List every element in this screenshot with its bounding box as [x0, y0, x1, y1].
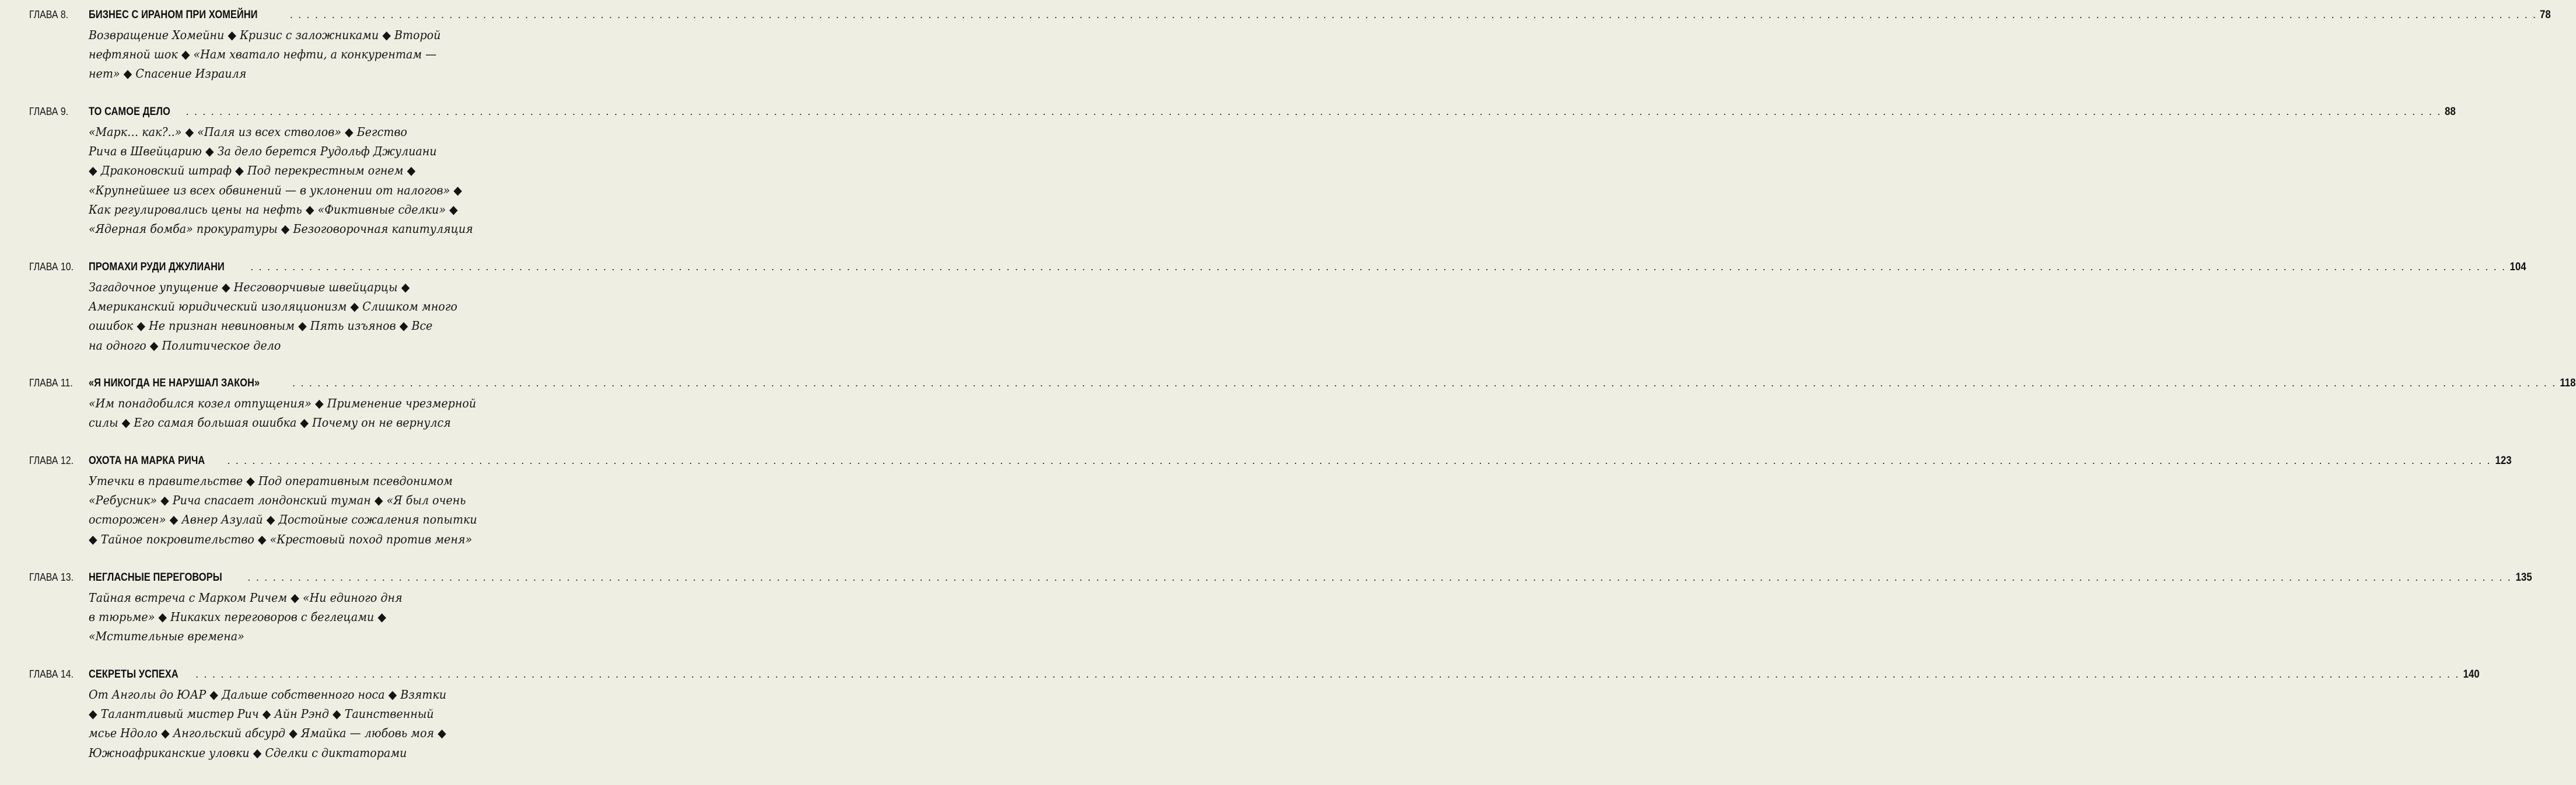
page-number: 78 — [2540, 8, 2552, 21]
dot-leader: . . . . . . . . . . . . . . . . . . . . . . . . . . . . . . . . . . . . . . . . . . . . . . . . . . . . . . . . . . . . . . . . . . . . . . . . . . . . . . . . . . . . . . . . . . . . . . . . . . . . . . . . . . . . . . . . . . . . . . . . . . . . . . . . . . . . . . . . . . . . . . . . . . . . . . . . . . . . . . . . . . . . . . . . . . . . . . . . . . . . . . . . . . . . . . . . . . . . . . . . . . . . . . . . . . . . . . . . . . . . . . . . . . . . . . . . . . . . . . . . . . . . . . . . . . . . . . . . . . . . . . . . . . . . . . — [292, 377, 2557, 389]
chapter-summary — [89, 685, 491, 763]
page-number: 88 — [2444, 105, 2456, 118]
page-number: 104 — [2510, 260, 2526, 273]
chapter-summary — [89, 588, 491, 647]
chapter-number: ГЛАВА 8. — [29, 8, 69, 20]
summary-line: «Марк… как?..» ◆ «Паля из всех стволов» ◆ Бегство — [89, 125, 408, 139]
chapter-12 — [29, 454, 2512, 549]
summary-line: нет» ◆ Спасение Израиля — [89, 67, 247, 81]
chapter-number: ГЛАВА 12. — [29, 454, 74, 466]
chapter-header — [29, 376, 2576, 394]
summary-line: «Им понадобился козел отпущения» ◆ Применение чрезмерной — [89, 396, 477, 410]
dot-leader: . . . . . . . . . . . . . . . . . . . . . . . . . . . . . . . . . . . . . . . . . . . . . . . . . . . . . . . . . . . . . . . . . . . . . . . . . . . . . . . . . . . . . . . . . . . . . . . . . . . . . . . . . . . . . . . . . . . . . . . . . . . . . . . . . . . . . . . . . . . . . . . . . . . . . . . . . . . . . . . . . . . . . . . . . . . . . . . . . . . . . . . . . . . . . . . . . . . . . . . . . . . . . . . . . . . . . . . . . . . . . . . . . . . . . . . . . . . . . . . . . . . . . . . . . . . . . . . . . . . . . . . . . . . . . . — [227, 455, 2491, 466]
chapter-number: ГЛАВА 11. — [29, 376, 73, 389]
summary-line: Южноафриканские уловки ◆ Сделки с диктаторами — [89, 745, 407, 760]
chapter-10 — [29, 260, 2526, 355]
summary-line: Утечки в правительстве ◆ Под оперативным псевдонимом — [89, 474, 453, 488]
summary-line: ◆ Тайное покровительство ◆ «Крестовый поход против меня» — [89, 532, 473, 546]
dot-leader: . . . . . . . . . . . . . . . . . . . . . . . . . . . . . . . . . . . . . . . . . . . . . . . . . . . . . . . . . . . . . . . . . . . . . . . . . . . . . . . . . . . . . . . . . . . . . . . . . . . . . . . . . . . . . . . . . . . . . . . . . . . . . . . . . . . . . . . . . . . . . . . . . . . . . . . . . . . . . . . . . . . . . . . . . . . . . . . . . . . . . . . . . . . . . . . . . . . . . . . . . . . . . . . . . . . . . . . . . . . . . . . . . . . . . . . . . . . . . . . . . . . . . . . . . . . . . . . . . . . . . . . . . . . . — [289, 9, 2538, 20]
chapter-header — [29, 105, 2456, 123]
dot-leader: . . . . . . . . . . . . . . . . . . . . . . . . . . . . . . . . . . . . . . . . . . . . . . . . . . . . . . . . . . . . . . . . . . . . . . . . . . . . . . . . . . . . . . . . . . . . . . . . . . . . . . . . . . . . . . . . . . . . . . . . . . . . . . . . . . . . . . . . . . . . . . . . . . . . . . . . . . . . . . . . . . . . . . . . . . . . . . . . . . . . . . . . . . . . . . . . . . . . . . . . . . . . . . . . . . . . . . . . . . . . . . . . . . . . . . . . . . . . . . . . . . . . . . . . . . . . . . . . . . . . . . . . . . . . . . — [195, 668, 2460, 680]
summary-line: ошибок ◆ Не признан невиновным ◆ Пять изъянов ◆ Все — [89, 319, 433, 333]
chapter-title: БИЗНЕС С ИРАНОМ ПРИ ХОМЕЙНИ — [89, 8, 258, 21]
summary-line: Американский юридический изоляционизм ◆ Слишком много — [89, 299, 458, 314]
chapter-header — [29, 571, 2532, 588]
chapter-number: ГЛАВА 14. — [29, 668, 74, 680]
chapter-header — [29, 454, 2512, 472]
page-number: 140 — [2463, 668, 2480, 681]
chapter-title: ПРОМАХИ РУДИ ДЖУЛИАНИ — [89, 260, 225, 273]
chapter-number: ГЛАВА 10. — [29, 260, 74, 273]
summary-line: мсье Ндоло ◆ Ангольский абсурд ◆ Ямайка — любовь моя ◆ — [89, 726, 446, 741]
chapter-14 — [29, 668, 2480, 763]
summary-line: «Мстительные времена» — [89, 629, 244, 644]
chapter-11 — [29, 376, 2576, 432]
page-number: 123 — [2495, 454, 2512, 467]
chapter-header — [29, 668, 2480, 685]
summary-line: нефтяной шок ◆ «Нам хватало нефти, а конкурентам — — [89, 47, 437, 62]
chapter-title: «Я НИКОГДА НЕ НАРУШАЛ ЗАКОН» — [89, 376, 260, 389]
dot-leader: . . . . . . . . . . . . . . . . . . . . . . . . . . . . . . . . . . . . . . . . . . . . . . . . . . . . . . . . . . . . . . . . . . . . . . . . . . . . . . . . . . . . . . . . . . . . . . . . . . . . . . . . . . . . . . . . . . . . . . . . . . . . . . . . . . . . . . . . . . . . . . . . . . . . . . . . . . . . . . . . . . . . . . . . . . . . . . . . . . . . . . . . . . . . . . . . . . . . . . . . . . . . . . . . . . . . . . . . . . . . . . . . . . . . . . . . . . . . . . . . . . . . . . . . . . . . . . . . . . . . . . . . . . . . . — [186, 106, 2442, 117]
summary-line: осторожен» ◆ Авнер Азулай ◆ Достойные сожаления попытки — [89, 512, 477, 527]
summary-line: Тайная встреча с Марком Ричем ◆ «Ни единого дня — [89, 591, 402, 605]
chapter-header — [29, 260, 2526, 278]
summary-line: От Анголы до ЮАР ◆ Дальше собственного носа ◆ Взятки — [89, 688, 447, 702]
chapter-summary — [89, 123, 491, 239]
chapter-number: ГЛАВА 13. — [29, 571, 74, 583]
summary-line: ◆ Драконовский штраф ◆ Под перекрестным огнем ◆ — [89, 163, 416, 178]
chapter-number: ГЛАВА 9. — [29, 105, 69, 117]
chapter-13 — [29, 571, 2532, 647]
chapter-summary — [89, 278, 491, 355]
chapter-title: ОХОТА НА МАРКА РИЧА — [89, 454, 205, 467]
summary-line: в тюрьме» ◆ Никаких переговоров с беглецами ◆ — [89, 610, 387, 624]
summary-line: Возвращение Хомейни ◆ Кризис с заложниками ◆ Второй — [89, 28, 441, 42]
dot-leader: . . . . . . . . . . . . . . . . . . . . . . . . . . . . . . . . . . . . . . . . . . . . . . . . . . . . . . . . . . . . . . . . . . . . . . . . . . . . . . . . . . . . . . . . . . . . . . . . . . . . . . . . . . . . . . . . . . . . . . . . . . . . . . . . . . . . . . . . . . . . . . . . . . . . . . . . . . . . . . . . . . . . . . . . . . . . . . . . . . . . . . . . . . . . . . . . . . . . . . . . . . . . . . . . . . . . . . . . . . . . . . . . . . . . . . . . . . . . . . . . . . . . . . . . . . . . . . . . . . . . . . . . . . . . . — [250, 261, 2507, 273]
chapter-summary — [89, 394, 491, 432]
chapter-summary — [89, 472, 491, 549]
chapter-summary — [89, 26, 491, 84]
dot-leader: . . . . . . . . . . . . . . . . . . . . . . . . . . . . . . . . . . . . . . . . . . . . . . . . . . . . . . . . . . . . . . . . . . . . . . . . . . . . . . . . . . . . . . . . . . . . . . . . . . . . . . . . . . . . . . . . . . . . . . . . . . . . . . . . . . . . . . . . . . . . . . . . . . . . . . . . . . . . . . . . . . . . . . . . . . . . . . . . . . . . . . . . . . . . . . . . . . . . . . . . . . . . . . . . . . . . . . . . . . . . . . . . . . . . . . . . . . . . . . . . . . . . . . . . . . . . . . . . . . . . . . . . . . . . . . — [247, 571, 2512, 583]
chapter-9 — [29, 105, 2456, 239]
summary-line: силы ◆ Его самая большая ошибка ◆ Почему он не вернулся — [89, 416, 451, 430]
summary-line: ◆ Талантливый мистер Рич ◆ Айн Рэнд ◆ Таинственный — [89, 707, 434, 721]
chapter-8 — [29, 8, 2552, 84]
chapter-title: ТО САМОЕ ДЕЛО — [89, 105, 170, 118]
summary-line: на одного ◆ Политическое дело — [89, 338, 281, 353]
summary-line: Рича в Швейцарию ◆ За дело берется Рудольф Джулиани — [89, 144, 437, 159]
chapter-header — [29, 8, 2552, 26]
chapter-title: НЕГЛАСНЫЕ ПЕРЕГОВОРЫ — [89, 571, 222, 584]
summary-line: Загадочное упущение ◆ Несговорчивые швейцарцы ◆ — [89, 280, 410, 294]
page-number: 135 — [2515, 571, 2532, 584]
chapter-title: СЕКРЕТЫ УСПЕХА — [89, 668, 178, 681]
summary-line: «Ребусник» ◆ Рича спасает лондонский туман ◆ «Я был очень — [89, 493, 466, 508]
summary-line: «Крупнейшее из всех обвинений — в уклонении от налогов» ◆ — [89, 183, 462, 197]
summary-line: «Ядерная бомба» прокуратуры ◆ Безоговорочная капитуляция — [89, 221, 473, 236]
summary-line: Как регулировались цены на нефть ◆ «Фиктивные сделки» ◆ — [89, 202, 458, 217]
page-number: 118 — [2560, 376, 2576, 389]
